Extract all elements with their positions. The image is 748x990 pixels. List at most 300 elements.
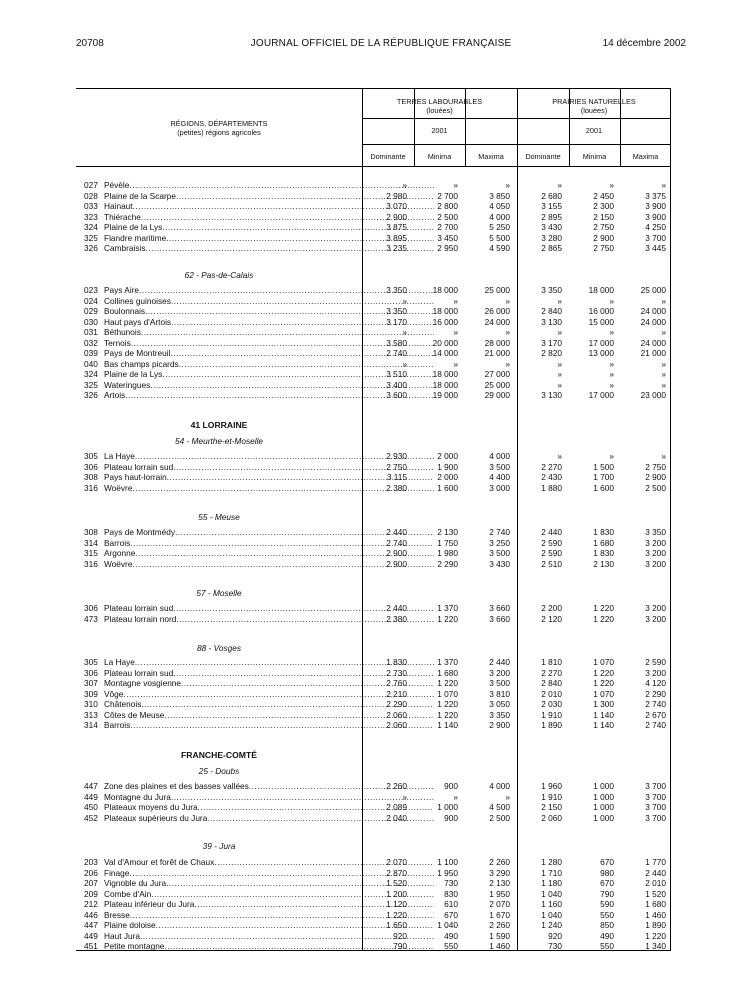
table-row — [76, 548, 671, 559]
value-cell: 2 200 — [541, 603, 562, 613]
value-cell: 20 000 — [432, 337, 458, 348]
region-code: 324 — [84, 369, 98, 379]
value-cell: 3 280 — [541, 232, 562, 243]
value-cell: 3 350 — [386, 306, 407, 316]
value-cell: 2 840 — [541, 678, 562, 688]
value-cell: 3 700 — [645, 812, 666, 823]
region-name: Cambraisis ..... — [104, 243, 434, 254]
table-row — [76, 306, 671, 317]
value-cell: » — [505, 295, 510, 306]
table-row — [76, 857, 671, 868]
value-cell: 2 270 — [541, 667, 562, 678]
region-name: Barrois ..... — [104, 538, 434, 549]
value-cell: 1 220 — [437, 709, 458, 720]
value-cell: 1 370 — [437, 657, 458, 667]
value-cell: 4 400 — [489, 472, 510, 482]
region-name: Val d'Amour et forêt de Chaux ..... — [104, 857, 434, 868]
table-row — [76, 910, 671, 921]
region-name: Béthunois ..... — [104, 327, 434, 338]
region-name: La Haye ..... — [104, 657, 434, 668]
value-cell: 3 500 — [489, 461, 510, 472]
region-code: 473 — [84, 613, 98, 624]
value-cell: 3 350 — [541, 285, 562, 295]
value-cell: 1 000 — [593, 802, 614, 812]
value-cell: 920 — [548, 930, 562, 941]
value-cell: » — [453, 180, 458, 190]
value-cell: 2 430 — [541, 472, 562, 482]
table-row — [76, 317, 671, 328]
table-row — [76, 451, 671, 462]
value-cell: 1 650 — [386, 920, 407, 930]
value-cell: 1 220 — [593, 667, 614, 678]
table-row — [76, 201, 671, 212]
value-cell: 2 440 — [489, 657, 510, 667]
value-cell: 1 000 — [437, 802, 458, 812]
value-cell: 2 010 — [645, 878, 666, 888]
region-name: Petite montagne ..... — [104, 941, 434, 952]
value-cell: 2 000 — [437, 451, 458, 461]
value-cell: 1 220 — [593, 678, 614, 688]
value-cell: 14 000 — [432, 348, 458, 358]
value-cell: » — [505, 327, 510, 337]
value-cell: 1 710 — [541, 867, 562, 878]
value-cell: 1 590 — [489, 930, 510, 941]
region-name: Pays Aire ..... — [104, 285, 434, 296]
value-cell: » — [609, 327, 614, 337]
value-cell: » — [557, 327, 562, 337]
region-code: 314 — [84, 720, 98, 730]
table-row — [76, 296, 671, 307]
value-cell: 3 350 — [386, 285, 407, 295]
table-row — [76, 889, 671, 900]
value-cell: 1 810 — [541, 657, 562, 667]
region-code: 033 — [84, 201, 98, 211]
table-row — [76, 390, 671, 401]
region-heading: FRANCHE-COMTÉ — [181, 750, 257, 760]
region-name: Plaine de la Lys ..... — [104, 369, 434, 380]
value-cell: 2 900 — [386, 548, 407, 558]
value-cell: 1 910 — [541, 791, 562, 802]
value-cell: 2 740 — [645, 720, 666, 730]
region-name: Wateringues ..... — [104, 380, 434, 391]
value-cell: 2 895 — [541, 211, 562, 222]
value-cell: 550 — [444, 941, 458, 951]
value-cell: 2 950 — [437, 243, 458, 253]
region-code: 325 — [84, 379, 98, 390]
value-cell: 1 680 — [437, 667, 458, 678]
value-cell: 2 740 — [645, 699, 666, 709]
value-cell: 3 700 — [645, 802, 666, 812]
region-name: Haut pays d'Artois ..... — [104, 317, 434, 328]
value-cell: 2 900 — [489, 720, 510, 730]
value-cell: 2 089 — [386, 802, 407, 812]
region-code: 313 — [84, 709, 98, 720]
value-cell: 490 — [600, 930, 614, 941]
value-cell: 1 910 — [541, 709, 562, 720]
value-cell: 2 590 — [645, 657, 666, 667]
value-cell: » — [505, 791, 510, 802]
region-heading: 41 LORRAINE — [190, 420, 248, 430]
value-cell: 3 250 — [489, 537, 510, 548]
value-cell: 1 340 — [645, 941, 666, 951]
table-row — [76, 699, 671, 710]
table-row — [76, 380, 671, 391]
value-cell: 2 590 — [541, 548, 562, 558]
value-cell: 1 040 — [437, 920, 458, 930]
table-row — [76, 538, 671, 549]
region-name: Vignoble du Jura ..... — [104, 878, 434, 889]
value-cell: 3 430 — [541, 222, 562, 232]
value-cell: 980 — [600, 867, 614, 878]
value-cell: 3 350 — [645, 527, 666, 537]
region-name: Barrois ..... — [104, 720, 434, 731]
table-row — [76, 931, 671, 942]
value-cell: 590 — [600, 899, 614, 909]
department-heading: 88 - Vosges — [197, 643, 241, 653]
region-name: Vôge ..... — [104, 689, 434, 700]
value-cell: 2 010 — [541, 688, 562, 699]
value-cell: 2 730 — [386, 667, 407, 678]
value-cell: 1 520 — [645, 888, 666, 899]
value-cell: 2 130 — [593, 558, 614, 569]
table-row — [76, 338, 671, 349]
value-cell: » — [557, 180, 562, 190]
value-cell: » — [609, 369, 614, 379]
value-cell: 1 830 — [386, 657, 407, 667]
value-cell: 3 500 — [489, 548, 510, 558]
value-cell: 3 600 — [386, 390, 407, 400]
value-cell: 29 000 — [484, 390, 510, 400]
region-name: Bresse ..... — [104, 910, 434, 921]
value-cell: 1 220 — [593, 613, 614, 624]
value-cell: 3 290 — [489, 867, 510, 878]
value-cell: » — [609, 379, 614, 390]
value-cell: 21 000 — [484, 348, 510, 358]
region-code: 207 — [84, 878, 98, 888]
value-cell: 3 000 — [489, 482, 510, 493]
value-cell: 3 200 — [645, 558, 666, 569]
group-header-prairies — [517, 98, 671, 115]
value-cell: 2 120 — [541, 613, 562, 624]
region-name: Combe d'Ain ..... — [104, 889, 434, 900]
value-cell: 1 040 — [541, 909, 562, 920]
table-row — [76, 868, 671, 879]
region-name: Boulonnais ..... — [104, 306, 434, 317]
value-cell: 1 460 — [645, 909, 666, 920]
table-row — [76, 212, 671, 223]
value-cell: » — [453, 791, 458, 802]
region-code: 325 — [84, 232, 98, 243]
value-cell: 17 000 — [588, 390, 614, 400]
region-code: 452 — [84, 812, 98, 823]
region-code: 306 — [84, 603, 98, 613]
value-cell: 1 140 — [437, 720, 458, 730]
region-name: Plateau lorrain sud ..... — [104, 462, 434, 473]
region-code: 326 — [84, 390, 98, 400]
value-cell: 830 — [444, 888, 458, 899]
value-cell: 670 — [444, 909, 458, 920]
region-code: 449 — [84, 791, 98, 802]
value-cell: 28 000 — [484, 337, 510, 348]
value-cell: 3 200 — [645, 548, 666, 558]
value-cell: 21 000 — [640, 348, 666, 358]
table-row — [76, 813, 671, 824]
value-cell: 2 260 — [386, 781, 407, 791]
region-code: 203 — [84, 857, 98, 867]
table-row — [76, 233, 671, 244]
value-cell: 2 150 — [593, 211, 614, 222]
value-cell: 1 070 — [437, 688, 458, 699]
region-code: 030 — [84, 316, 98, 327]
value-cell: 3 050 — [489, 699, 510, 709]
region-name: Plateau lorrain nord ..... — [104, 614, 434, 625]
value-cell: 3 900 — [645, 211, 666, 222]
value-cell: 1 000 — [593, 781, 614, 791]
value-cell: 3 850 — [489, 190, 510, 201]
table-row — [76, 781, 671, 792]
value-cell: 900 — [444, 812, 458, 823]
region-code: 209 — [84, 888, 98, 899]
value-cell: 3 235 — [386, 243, 407, 253]
region-code: 324 — [84, 222, 98, 232]
value-cell: 1 220 — [386, 909, 407, 920]
region-code: 212 — [84, 899, 98, 909]
value-cell: 3 170 — [386, 316, 407, 327]
value-cell: » — [402, 358, 407, 369]
region-name: Plaine de la Lys ..... — [104, 222, 434, 233]
region-code: 031 — [84, 327, 98, 337]
value-cell: 25 000 — [484, 379, 510, 390]
value-cell: 3 155 — [541, 201, 562, 211]
value-cell: 4 500 — [489, 802, 510, 812]
value-cell: 2 290 — [437, 558, 458, 569]
value-cell: 1 900 — [437, 461, 458, 472]
value-cell: 790 — [600, 888, 614, 899]
value-cell: 1 220 — [593, 603, 614, 613]
value-cell: 1 070 — [593, 657, 614, 667]
region-name: Plateau lorrain sud ..... — [104, 603, 434, 614]
value-cell: 2 740 — [489, 527, 510, 537]
value-cell: 2 760 — [386, 678, 407, 688]
value-cell: 1 600 — [437, 482, 458, 493]
value-cell: 670 — [600, 878, 614, 888]
value-cell: 2 700 — [437, 222, 458, 232]
value-cell: 3 200 — [645, 603, 666, 613]
value-cell: » — [402, 295, 407, 306]
value-cell: 2 260 — [489, 857, 510, 867]
value-cell: » — [661, 358, 666, 369]
page-date: 14 décembre 2002 — [602, 38, 686, 49]
group-header-prairies-title: PRAIRIES NATURELLES — [552, 97, 636, 106]
region-name: Plateau inférieur du Jura ..... — [104, 899, 434, 910]
value-cell: 3 200 — [645, 613, 666, 624]
value-cell: 3 660 — [489, 613, 510, 624]
value-cell: 25 000 — [484, 285, 510, 295]
value-cell: 2 060 — [386, 709, 407, 720]
value-cell: 2 900 — [593, 232, 614, 243]
value-cell: 3 700 — [645, 781, 666, 791]
value-cell: 2 930 — [386, 451, 407, 461]
region-code: 308 — [84, 472, 98, 482]
region-code: 326 — [84, 243, 98, 253]
value-cell: 18 000 — [432, 379, 458, 390]
value-cell: 2 820 — [541, 348, 562, 358]
value-cell: » — [661, 369, 666, 379]
table-row — [76, 222, 671, 233]
value-cell: » — [661, 451, 666, 461]
value-cell: 2 900 — [645, 472, 666, 482]
region-code: 024 — [84, 295, 98, 306]
value-cell: 850 — [600, 920, 614, 930]
region-name: Plaine de la Scarpe ..... — [104, 191, 434, 202]
value-cell: 18 000 — [432, 306, 458, 316]
table-row — [76, 678, 671, 689]
value-cell: » — [609, 180, 614, 190]
value-cell: » — [505, 180, 510, 190]
value-cell: 2 290 — [386, 699, 407, 709]
region-code: 309 — [84, 688, 98, 699]
value-cell: 1 670 — [489, 909, 510, 920]
region-name: Pays de Montmédy ..... — [104, 527, 434, 538]
value-cell: 1 950 — [437, 867, 458, 878]
value-cell: 16 000 — [588, 306, 614, 316]
value-cell: 3 170 — [541, 337, 562, 348]
region-code: 206 — [84, 867, 98, 878]
table-row — [76, 668, 671, 679]
value-cell: 4 000 — [489, 211, 510, 222]
region-code: 305 — [84, 657, 98, 667]
value-cell: 2 260 — [489, 920, 510, 930]
value-cell: 1 980 — [437, 548, 458, 558]
region-name: Thiérache ..... — [104, 212, 434, 223]
region-code: 306 — [84, 461, 98, 472]
value-cell: » — [557, 369, 562, 379]
value-cell: 4 590 — [489, 243, 510, 253]
divider — [362, 88, 671, 89]
table-row — [76, 327, 671, 338]
region-code: 449 — [84, 930, 98, 941]
region-name: Woëvre ..... — [104, 559, 434, 570]
table-row — [76, 878, 671, 889]
page-header — [76, 38, 686, 52]
value-cell: 1 770 — [645, 857, 666, 867]
value-cell: 1 040 — [541, 888, 562, 899]
value-cell: 790 — [393, 941, 407, 951]
value-cell: 1 070 — [593, 688, 614, 699]
value-cell: » — [402, 180, 407, 190]
value-cell: 1 180 — [541, 878, 562, 888]
value-cell: 3 500 — [489, 678, 510, 688]
value-cell: 2 750 — [593, 243, 614, 253]
region-code: 446 — [84, 909, 98, 920]
value-cell: 2 800 — [437, 201, 458, 211]
region-name: Hainaut ..... — [104, 201, 434, 212]
value-cell: 1 950 — [489, 888, 510, 899]
value-cell: 3 070 — [386, 201, 407, 211]
value-cell: » — [609, 358, 614, 369]
value-cell: » — [453, 327, 458, 337]
value-cell: 4 050 — [489, 201, 510, 211]
value-cell: 3 430 — [489, 558, 510, 569]
group-header-terres — [362, 98, 517, 115]
value-cell: 4 250 — [645, 222, 666, 232]
value-cell: 610 — [444, 899, 458, 909]
table-row — [76, 941, 671, 952]
value-cell: 2 900 — [386, 211, 407, 222]
value-cell: 1 240 — [541, 920, 562, 930]
value-cell: 2 380 — [386, 482, 407, 493]
value-cell: 1 140 — [593, 720, 614, 730]
department-heading: 39 - Jura — [202, 841, 236, 851]
value-cell: 1 000 — [593, 791, 614, 802]
value-cell: 1 000 — [593, 812, 614, 823]
value-cell: 3 200 — [645, 537, 666, 548]
region-name: Côtes de Meuse ..... — [104, 710, 434, 721]
region-name: Collines guinoises ..... — [104, 296, 434, 307]
value-cell: 3 130 — [541, 390, 562, 400]
value-cell: 2 030 — [541, 699, 562, 709]
value-cell: 1 500 — [593, 461, 614, 472]
region-code: 308 — [84, 527, 98, 537]
table-row — [76, 720, 671, 731]
department-heading: 55 - Meuse — [198, 512, 240, 522]
value-cell: 2 060 — [541, 812, 562, 823]
value-cell: 15 000 — [588, 316, 614, 327]
region-name: Ternois ..... — [104, 338, 434, 349]
value-cell: 550 — [600, 909, 614, 920]
column-header: Minima — [427, 152, 452, 161]
value-cell: 1 200 — [386, 888, 407, 899]
divider — [76, 166, 671, 167]
value-cell: 2 700 — [437, 190, 458, 201]
region-name: Montagne du Jura ..... — [104, 792, 434, 803]
value-cell: 19 000 — [432, 390, 458, 400]
value-cell: 2 500 — [437, 211, 458, 222]
value-cell: 3 700 — [645, 791, 666, 802]
region-code: 032 — [84, 337, 98, 348]
value-cell: 2 670 — [645, 709, 666, 720]
value-cell: 900 — [444, 781, 458, 791]
region-code: 451 — [84, 941, 98, 951]
value-cell: 1 460 — [489, 941, 510, 951]
region-code: 023 — [84, 285, 98, 295]
value-cell: 4 000 — [489, 451, 510, 461]
table-row — [76, 483, 671, 494]
value-cell: 2 130 — [489, 878, 510, 888]
value-cell: 3 350 — [489, 709, 510, 720]
page-number: 20708 — [76, 38, 104, 49]
value-cell: 3 810 — [489, 688, 510, 699]
region-column-header — [76, 120, 362, 137]
value-cell: 1 960 — [541, 781, 562, 791]
region-name: Pays de Montreuil ..... — [104, 348, 434, 359]
value-cell: 2 590 — [541, 537, 562, 548]
department-heading: 57 - Moselle — [196, 588, 242, 598]
value-cell: 1 280 — [541, 857, 562, 867]
group-header-prairies-subtitle: (louées) — [580, 105, 608, 115]
value-cell: 1 140 — [593, 709, 614, 720]
value-cell: 1 830 — [593, 527, 614, 537]
table-row — [76, 710, 671, 721]
table-row — [76, 899, 671, 910]
region-code: 447 — [84, 781, 98, 791]
value-cell: » — [505, 358, 510, 369]
region-name: Bas champs picards ..... — [104, 359, 434, 370]
table-row — [76, 792, 671, 803]
value-cell: 1 750 — [437, 537, 458, 548]
region-code: 316 — [84, 558, 98, 569]
table-row — [76, 802, 671, 813]
